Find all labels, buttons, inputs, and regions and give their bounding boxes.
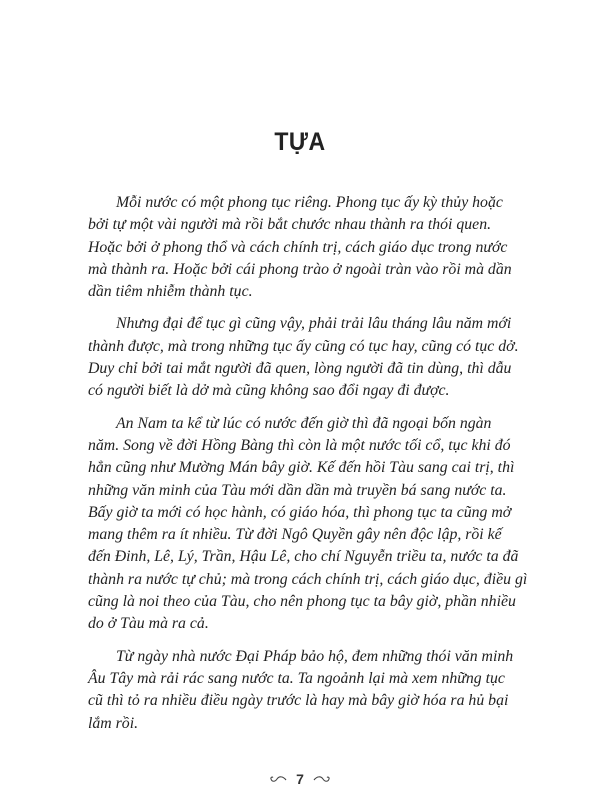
right-ornament-icon: [312, 775, 330, 785]
page-footer: [0, 771, 600, 787]
text-line: những văn minh của Tàu mới dần dần mà truyền bá sang nước ta.: [88, 481, 507, 499]
text-line: Duy chỉ bởi tai mắt người đã quen, lòng người đã tin dùng, thì dẫu: [88, 360, 512, 378]
text-line: An Nam ta kể từ lúc có nước đến giờ thì đã ngoại bốn ngàn: [116, 414, 492, 432]
text-line: thành ra nước tự chủ; mà trong cách chính trị, cách giáo dục, điều gì: [88, 570, 528, 588]
paragraph-1: [88, 192, 520, 303]
text-line: cũng là noi theo của Tàu, cho nên phong tục ta bây giờ, phần nhiều: [88, 593, 516, 611]
text-line: lắm rồi.: [88, 714, 139, 732]
paragraph-3: [88, 413, 528, 636]
text-line: mang thêm ra ít nhiều. Từ đời Ngô Quyền gây nên độc lập, rồi kế: [88, 526, 502, 544]
text-line: Nhưng đại để tục gì cũng vậy, phải trải lâu tháng lâu năm mới: [116, 315, 512, 333]
text-line: năm. Song về đời Hồng Bàng thì còn là một nước tối cổ, tục khi đó: [88, 436, 511, 454]
body-text: [88, 192, 528, 745]
text-line: đến Đinh, Lê, Lý, Trần, Hậu Lê, cho chí Nguyễn triều ta, nước ta đã: [88, 548, 519, 566]
page-title: TỰA: [274, 128, 326, 156]
text-line: do ở Tàu mà ra cả.: [88, 615, 209, 633]
left-ornament-icon: [270, 775, 288, 785]
text-line: hẳn cũng như Mường Mán bây giờ. Kế đến hồi Tàu sang cai trị, thì: [88, 459, 515, 477]
text-line: cũ thì tỏ ra nhiều điều ngày trước là hay mà bây giờ hóa ra hủ bại: [88, 692, 509, 710]
text-line: thành được, mà trong những tục ấy cũng có tục hay, cũng có tục dở.: [88, 337, 519, 355]
text-line: bởi tự một vài người mà rồi bắt chước nhau thành ra thói quen.: [88, 216, 492, 234]
text-line: có người biết là dở mà cũng không sao đổi ngay đi được.: [88, 382, 450, 400]
text-line: Âu Tây mà rải rác sang nước ta. Ta ngoảnh lại mà xem những tục: [88, 669, 505, 687]
text-line: mà thành ra. Hoặc bởi cái phong trào ở ngoài tràn vào rồi mà dần: [88, 260, 512, 278]
paragraph-4: [88, 646, 520, 735]
text-line: Từ ngày nhà nước Đại Pháp bảo hộ, đem những thói văn minh: [116, 647, 514, 665]
page-number: 7: [296, 771, 304, 787]
text-line: Mỗi nước có một phong tục riêng. Phong tục ấy kỳ thủy hoặc: [116, 194, 503, 211]
paragraph-2: [88, 313, 520, 402]
text-line: Bấy giờ ta mới có học hành, có giáo hóa, thì phong tục ta cũng mở: [88, 503, 512, 521]
text-line: dần tiêm nhiễm thành tục.: [88, 283, 253, 301]
text-line: Hoặc bởi ở phong thổ và cách chính trị, cách giáo dục trong nước: [88, 238, 508, 256]
